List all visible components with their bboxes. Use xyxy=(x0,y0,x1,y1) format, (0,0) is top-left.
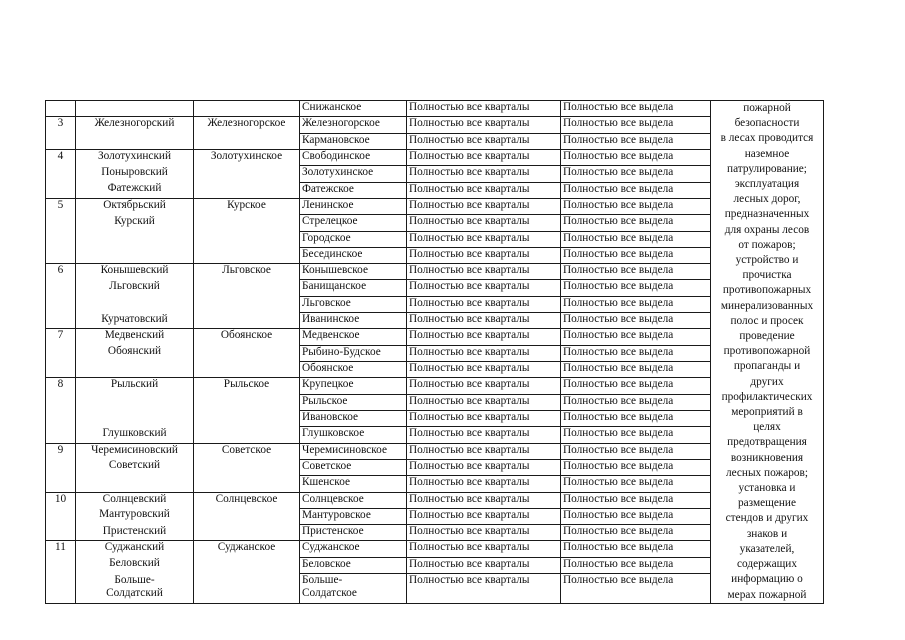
table-row xyxy=(46,492,824,508)
plots-cell: Полностью все выдела xyxy=(561,410,711,426)
quarters-cell: Полностью все кварталы xyxy=(407,378,561,394)
plots-cell: Полностью все выдела xyxy=(561,362,711,378)
measures-text-line: предназначенных xyxy=(724,208,810,221)
quarters-cell: Полностью все кварталы xyxy=(407,182,561,198)
row-number-cell xyxy=(46,247,76,263)
district-cell: Мантуровский xyxy=(76,508,194,524)
plots-cell: Полностью все выдела xyxy=(561,394,711,410)
quarters-cell: Полностью все кварталы xyxy=(407,296,561,312)
local-forestry-cell: Свободинское xyxy=(300,149,407,165)
table-row xyxy=(46,329,824,345)
table-row xyxy=(46,443,824,459)
table-row xyxy=(46,149,824,165)
forestry-cell xyxy=(194,427,300,443)
row-number-cell: 8 xyxy=(46,378,76,394)
plots-cell: Полностью все выдела xyxy=(561,264,711,280)
quarters-cell: Полностью все кварталы xyxy=(407,329,561,345)
row-number-cell: 7 xyxy=(46,329,76,345)
forestry-cell: Железногорское xyxy=(194,117,300,133)
measures-text-line: возникновения xyxy=(730,451,804,464)
forestry-cell xyxy=(194,459,300,475)
table-row xyxy=(46,459,824,475)
measures-text-line: безопасности xyxy=(734,117,800,130)
quarters-cell: Полностью все кварталы xyxy=(407,541,561,557)
local-forestry-cell: Ленинское xyxy=(300,198,407,214)
plots-cell: Полностью все выдела xyxy=(561,525,711,541)
measures-text-line: информацию о xyxy=(731,573,803,586)
plots-cell: Полностью все выдела xyxy=(561,557,711,573)
forestry-cell xyxy=(194,133,300,149)
local-forestry-cell: Городское xyxy=(300,231,407,247)
measures-text-line: эксплуатация xyxy=(734,178,800,191)
measures-text-line: наземное xyxy=(744,147,790,160)
row-number-cell xyxy=(46,345,76,361)
measures-text-line: указателей, xyxy=(739,542,795,555)
district-cell: Больше- Солдатский xyxy=(76,574,194,604)
table-row xyxy=(46,133,824,149)
forestry-cell xyxy=(194,362,300,378)
forestry-cell: Рыльское xyxy=(194,378,300,394)
table-row xyxy=(46,410,824,426)
forestry-cell: Курское xyxy=(194,198,300,214)
district-cell xyxy=(76,247,194,263)
measures-text-line: противопожарных xyxy=(722,284,812,297)
measures-text-line: проведение xyxy=(739,330,795,343)
forestry-cell xyxy=(194,476,300,492)
district-cell: Конышевский xyxy=(76,264,194,280)
forestry-cell: Солнцевское xyxy=(194,492,300,508)
table-row xyxy=(46,264,824,280)
row-number-cell xyxy=(46,101,76,117)
district-cell xyxy=(76,394,194,410)
forestry-cell xyxy=(194,215,300,231)
table-row xyxy=(46,525,824,541)
local-forestry-cell: Льговское xyxy=(300,296,407,312)
forestry-cell xyxy=(194,247,300,263)
measures-text-line: мероприятий в xyxy=(731,406,803,419)
plots-cell: Полностью все выдела xyxy=(561,182,711,198)
table-row xyxy=(46,117,824,133)
plots-cell: Полностью все выдела xyxy=(561,443,711,459)
plots-cell: Полностью все выдела xyxy=(561,492,711,508)
quarters-cell: Полностью все кварталы xyxy=(407,557,561,573)
table-body xyxy=(46,101,824,604)
table-row xyxy=(46,378,824,394)
forestry-cell xyxy=(194,182,300,198)
forestry-cell xyxy=(194,394,300,410)
local-forestry-cell: Больше- Солдатское xyxy=(300,574,407,604)
quarters-cell: Полностью все кварталы xyxy=(407,410,561,426)
quarters-cell: Полностью все кварталы xyxy=(407,117,561,133)
district-cell xyxy=(76,476,194,492)
plots-cell: Полностью все выдела xyxy=(561,541,711,557)
row-number-cell: 3 xyxy=(46,117,76,133)
district-cell: Фатежский xyxy=(76,182,194,198)
forestry-cell: Обоянское xyxy=(194,329,300,345)
quarters-cell: Полностью все кварталы xyxy=(407,280,561,296)
district-cell: Золотухинский xyxy=(76,149,194,165)
district-cell xyxy=(76,101,194,117)
local-forestry-cell: Черемисиновское xyxy=(300,443,407,459)
table-row xyxy=(46,362,824,378)
forestry-cell: Советское xyxy=(194,443,300,459)
measures-text-line: установка и xyxy=(738,482,796,495)
measures-text-line: мерах пожарной xyxy=(727,588,807,601)
measures-text-line: противопожарной xyxy=(723,345,811,358)
district-cell: Беловский xyxy=(76,557,194,573)
row-number-cell xyxy=(46,215,76,231)
row-number-cell xyxy=(46,557,76,573)
plots-cell: Полностью все выдела xyxy=(561,574,711,604)
plots-cell: Полностью все выдела xyxy=(561,280,711,296)
district-cell: Суджанский xyxy=(76,541,194,557)
local-forestry-cell: Банищанское xyxy=(300,280,407,296)
forestry-cell xyxy=(194,166,300,182)
measures-text-line: пропаганды и xyxy=(733,360,801,373)
local-forestry-cell: Золотухинское xyxy=(300,166,407,182)
row-number-cell xyxy=(46,476,76,492)
forestry-cell xyxy=(194,280,300,296)
district-cell: Глушковский xyxy=(76,427,194,443)
forestry-cell: Льговское xyxy=(194,264,300,280)
local-forestry-cell: Беловское xyxy=(300,557,407,573)
table-row xyxy=(46,198,824,214)
measures-text-line: других xyxy=(750,375,784,388)
quarters-cell: Полностью все кварталы xyxy=(407,459,561,475)
fire-safety-measures-cell xyxy=(711,101,824,604)
local-forestry-cell: Крупецкое xyxy=(300,378,407,394)
local-forestry-cell: Рыбино-Будское xyxy=(300,345,407,361)
measures-text-line: пожарной xyxy=(743,102,791,114)
row-number-cell: 4 xyxy=(46,149,76,165)
local-forestry-cell: Пристенское xyxy=(300,525,407,541)
plots-cell: Полностью все выдела xyxy=(561,247,711,263)
table-row xyxy=(46,476,824,492)
forestry-cell xyxy=(194,410,300,426)
plots-cell: Полностью все выдела xyxy=(561,133,711,149)
local-forestry-cell: Солнцевское xyxy=(300,492,407,508)
local-forestry-cell: Медвенское xyxy=(300,329,407,345)
local-forestry-cell: Конышевское xyxy=(300,264,407,280)
district-cell: Рыльский xyxy=(76,378,194,394)
plots-cell: Полностью все выдела xyxy=(561,329,711,345)
measures-text-line: лесных дорог, xyxy=(733,193,801,206)
quarters-cell: Полностью все кварталы xyxy=(407,198,561,214)
row-number-cell xyxy=(46,313,76,329)
quarters-cell: Полностью все кварталы xyxy=(407,362,561,378)
district-cell xyxy=(76,231,194,247)
measures-text-line: знаков и xyxy=(746,527,788,540)
quarters-cell: Полностью все кварталы xyxy=(407,264,561,280)
plots-cell: Полностью все выдела xyxy=(561,296,711,312)
plots-cell: Полностью все выдела xyxy=(561,215,711,231)
district-cell xyxy=(76,133,194,149)
forestry-cell xyxy=(194,508,300,524)
table-row xyxy=(46,231,824,247)
local-forestry-cell: Суджанское xyxy=(300,541,407,557)
quarters-cell: Полностью все кварталы xyxy=(407,215,561,231)
local-forestry-cell: Кшенское xyxy=(300,476,407,492)
row-number-cell: 9 xyxy=(46,443,76,459)
local-forestry-cell: Советское xyxy=(300,459,407,475)
forestry-cell xyxy=(194,574,300,604)
measures-text-line: в лесах проводится xyxy=(720,132,814,145)
quarters-cell: Полностью все кварталы xyxy=(407,574,561,604)
measures-text-line: минерализованных xyxy=(720,299,814,312)
row-number-cell xyxy=(46,525,76,541)
quarters-cell: Полностью все кварталы xyxy=(407,166,561,182)
row-number-cell xyxy=(46,166,76,182)
row-number-cell xyxy=(46,410,76,426)
table-row xyxy=(46,313,824,329)
table-row xyxy=(46,427,824,443)
district-cell: Железногорский xyxy=(76,117,194,133)
forestry-cell xyxy=(194,101,300,117)
table-row xyxy=(46,345,824,361)
measures-text-line: лесных пожаров; xyxy=(725,466,809,479)
plots-cell: Полностью все выдела xyxy=(561,345,711,361)
local-forestry-cell: Бесединское xyxy=(300,247,407,263)
quarters-cell: Полностью все кварталы xyxy=(407,133,561,149)
quarters-cell: Полностью все кварталы xyxy=(407,525,561,541)
district-cell: Курский xyxy=(76,215,194,231)
row-number-cell xyxy=(46,574,76,604)
quarters-cell: Полностью все кварталы xyxy=(407,149,561,165)
quarters-cell: Полностью все кварталы xyxy=(407,492,561,508)
measures-text-line: прочистка xyxy=(742,269,792,282)
forestry-cell xyxy=(194,345,300,361)
forestry-cell xyxy=(194,296,300,312)
plots-cell: Полностью все выдела xyxy=(561,166,711,182)
district-cell: Октябрьский xyxy=(76,198,194,214)
local-forestry-cell: Ивановское xyxy=(300,410,407,426)
plots-cell: Полностью все выдела xyxy=(561,378,711,394)
measures-text-line: стендов и других xyxy=(725,512,809,525)
forestry-cell xyxy=(194,525,300,541)
plots-cell: Полностью все выдела xyxy=(561,101,711,117)
table-row xyxy=(46,296,824,312)
plots-cell: Полностью все выдела xyxy=(561,313,711,329)
measures-text-line: от пожаров; xyxy=(738,238,796,251)
row-number-cell: 11 xyxy=(46,541,76,557)
plots-cell: Полностью все выдела xyxy=(561,476,711,492)
district-cell: Курчатовский xyxy=(76,313,194,329)
table-row xyxy=(46,541,824,557)
row-number-cell xyxy=(46,182,76,198)
quarters-cell: Полностью все кварталы xyxy=(407,247,561,263)
plots-cell: Полностью все выдела xyxy=(561,459,711,475)
plots-cell: Полностью все выдела xyxy=(561,231,711,247)
local-forestry-cell: Иванинское xyxy=(300,313,407,329)
local-forestry-cell: Кармановское xyxy=(300,133,407,149)
quarters-cell: Полностью все кварталы xyxy=(407,476,561,492)
district-cell xyxy=(76,410,194,426)
measures-text-line: профилактических xyxy=(721,390,813,403)
measures-text-line: устройство и xyxy=(735,254,799,267)
quarters-cell: Полностью все кварталы xyxy=(407,345,561,361)
measures-text-line: целях xyxy=(753,421,781,434)
row-number-cell xyxy=(46,133,76,149)
measures-text-line: патрулирование; xyxy=(727,162,807,175)
district-cell: Пристенский xyxy=(76,525,194,541)
row-number-cell xyxy=(46,296,76,312)
district-cell: Льговский xyxy=(76,280,194,296)
row-number-cell xyxy=(46,394,76,410)
plots-cell: Полностью все выдела xyxy=(561,427,711,443)
forestry-cell xyxy=(194,313,300,329)
row-number-cell xyxy=(46,231,76,247)
measures-text-line: полос и просек xyxy=(730,314,804,327)
district-cell: Обоянский xyxy=(76,345,194,361)
measures-text-line: содержащих xyxy=(737,558,797,571)
measures-text-line: размещение xyxy=(738,497,796,510)
local-forestry-cell: Фатежское xyxy=(300,182,407,198)
local-forestry-cell: Рыльское xyxy=(300,394,407,410)
row-number-cell xyxy=(46,427,76,443)
table-row xyxy=(46,394,824,410)
forestry-cell xyxy=(194,557,300,573)
local-forestry-cell: Мантуровское xyxy=(300,508,407,524)
quarters-cell: Полностью все кварталы xyxy=(407,101,561,117)
row-number-cell: 6 xyxy=(46,264,76,280)
row-number-cell xyxy=(46,508,76,524)
local-forestry-cell: Железногорское xyxy=(300,117,407,133)
quarters-cell: Полностью все кварталы xyxy=(407,231,561,247)
table-row xyxy=(46,247,824,263)
row-number-cell: 10 xyxy=(46,492,76,508)
row-number-cell xyxy=(46,280,76,296)
local-forestry-cell: Глушковское xyxy=(300,427,407,443)
table-row xyxy=(46,166,824,182)
forestry-cell: Суджанское xyxy=(194,541,300,557)
plots-cell: Полностью все выдела xyxy=(561,198,711,214)
row-number-cell xyxy=(46,459,76,475)
quarters-cell: Полностью все кварталы xyxy=(407,443,561,459)
table-row xyxy=(46,574,824,604)
quarters-cell: Полностью все кварталы xyxy=(407,427,561,443)
forestry-cell: Золотухинское xyxy=(194,149,300,165)
quarters-cell: Полностью все кварталы xyxy=(407,394,561,410)
district-cell: Медвенский xyxy=(76,329,194,345)
quarters-cell: Полностью все кварталы xyxy=(407,313,561,329)
district-cell xyxy=(76,362,194,378)
district-cell xyxy=(76,296,194,312)
district-cell: Солнцевский xyxy=(76,492,194,508)
plots-cell: Полностью все выдела xyxy=(561,149,711,165)
table-row xyxy=(46,101,824,117)
measures-text-line: для охраны лесов xyxy=(724,223,810,236)
local-forestry-cell: Снижанское xyxy=(300,101,407,117)
forest-fire-measures-table xyxy=(45,100,824,604)
table-row xyxy=(46,280,824,296)
plots-cell: Полностью все выдела xyxy=(561,117,711,133)
district-cell: Поныровский xyxy=(76,166,194,182)
table-row xyxy=(46,182,824,198)
local-forestry-cell: Стрелецкое xyxy=(300,215,407,231)
table-row xyxy=(46,557,824,573)
plots-cell: Полностью все выдела xyxy=(561,508,711,524)
row-number-cell xyxy=(46,362,76,378)
local-forestry-cell: Обоянское xyxy=(300,362,407,378)
table-row xyxy=(46,215,824,231)
district-cell: Советский xyxy=(76,459,194,475)
forestry-cell xyxy=(194,231,300,247)
district-cell: Черемисиновский xyxy=(76,443,194,459)
table-row xyxy=(46,508,824,524)
quarters-cell: Полностью все кварталы xyxy=(407,508,561,524)
measures-text-line: предотвращения xyxy=(727,436,807,449)
row-number-cell: 5 xyxy=(46,198,76,214)
